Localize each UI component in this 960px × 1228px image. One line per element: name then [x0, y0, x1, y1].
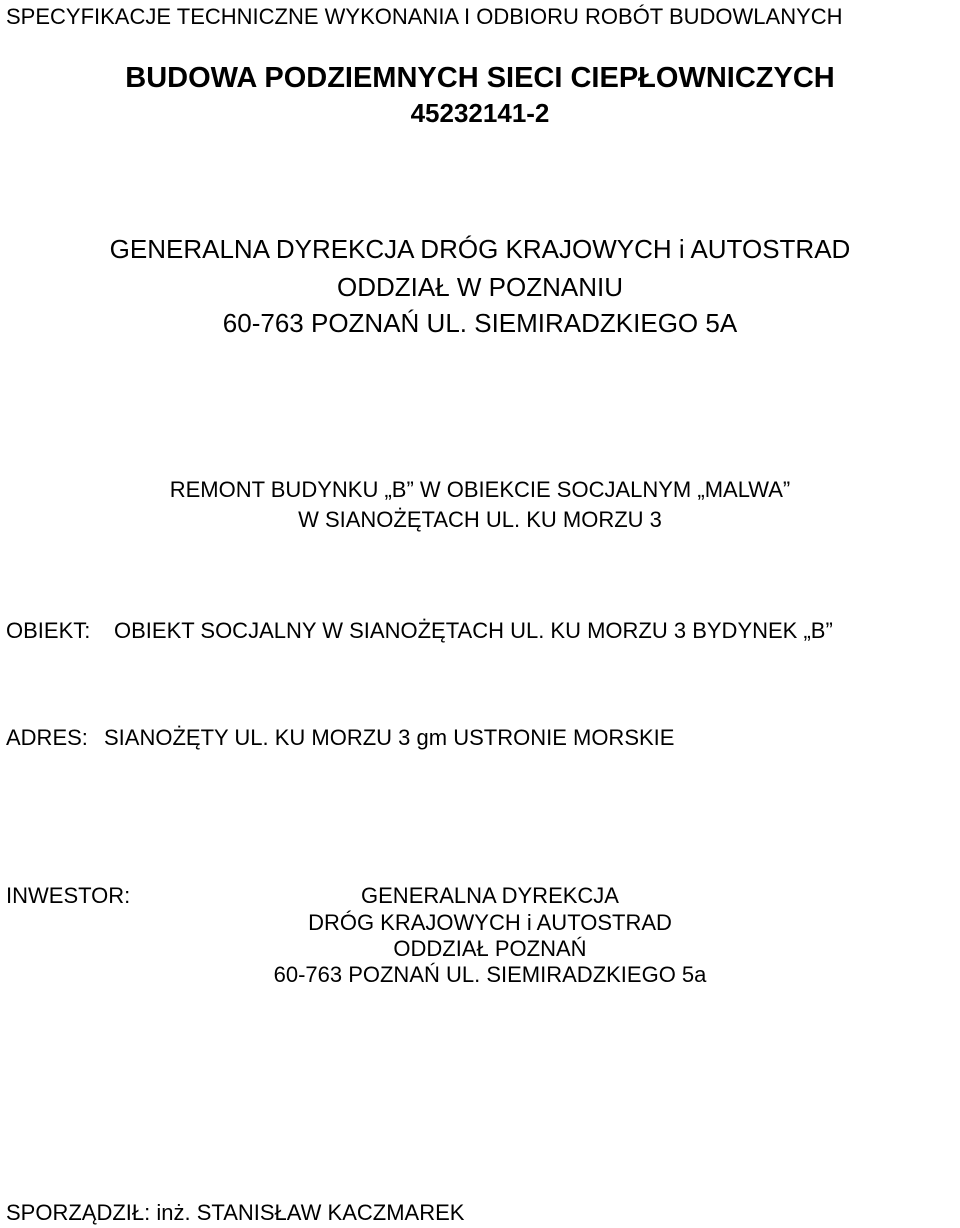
document-header: SPECYFIKACJE TECHNICZNE WYKONANIA I ODBIORU ROBÓT BUDOWLANYCH — [6, 4, 843, 29]
author-row — [6, 1202, 464, 1224]
project-title: REMONT BUDYNKU „B” W OBIEKCIE SOCJALNYM „MALWA” — [169, 477, 791, 502]
inwestor-line-2: DRÓG KRAJOWYCH i AUTOSTRAD — [308, 910, 672, 935]
author-name: inż. STANISŁAW KACZMAREK — [156, 1200, 465, 1225]
obiekt-row — [6, 620, 833, 642]
document-title: BUDOWA PODZIEMNYCH SIECI CIEPŁOWNICZYCH — [125, 62, 835, 94]
organization-branch: ODDZIAŁ W POZNANIU — [336, 272, 623, 302]
inwestor-label: INWESTOR: — [6, 883, 131, 908]
inwestor-line-4: 60-763 POZNAŃ UL. SIEMIRADZKIEGO 5a — [273, 962, 707, 987]
inwestor-line-1: GENERALNA DYREKCJA — [361, 883, 619, 908]
organization-address: 60-763 POZNAŃ UL. SIEMIRADZKIEGO 5A — [222, 308, 738, 338]
obiekt-label: OBIEKT: — [6, 618, 91, 643]
obiekt-value: OBIEKT SOCJALNY W SIANOŻĘTACH UL. KU MORZU 3 BYDYNEK „B” — [114, 618, 833, 643]
cpv-code: 45232141-2 — [410, 98, 550, 128]
adres-value: SIANOŻĘTY UL. KU MORZU 3 gm USTRONIE MORSKIE — [104, 725, 675, 750]
adres-row — [6, 727, 674, 749]
organization-name: GENERALNA DYREKCJA DRÓG KRAJOWYCH i AUTOSTRAD — [109, 234, 851, 264]
inwestor-line-3: ODDZIAŁ POZNAŃ — [393, 936, 587, 961]
author-label: SPORZĄDZIŁ: — [6, 1200, 151, 1225]
project-location: W SIANOŻĘTACH UL. KU MORZU 3 — [298, 507, 662, 532]
adres-label: ADRES: — [6, 725, 88, 750]
